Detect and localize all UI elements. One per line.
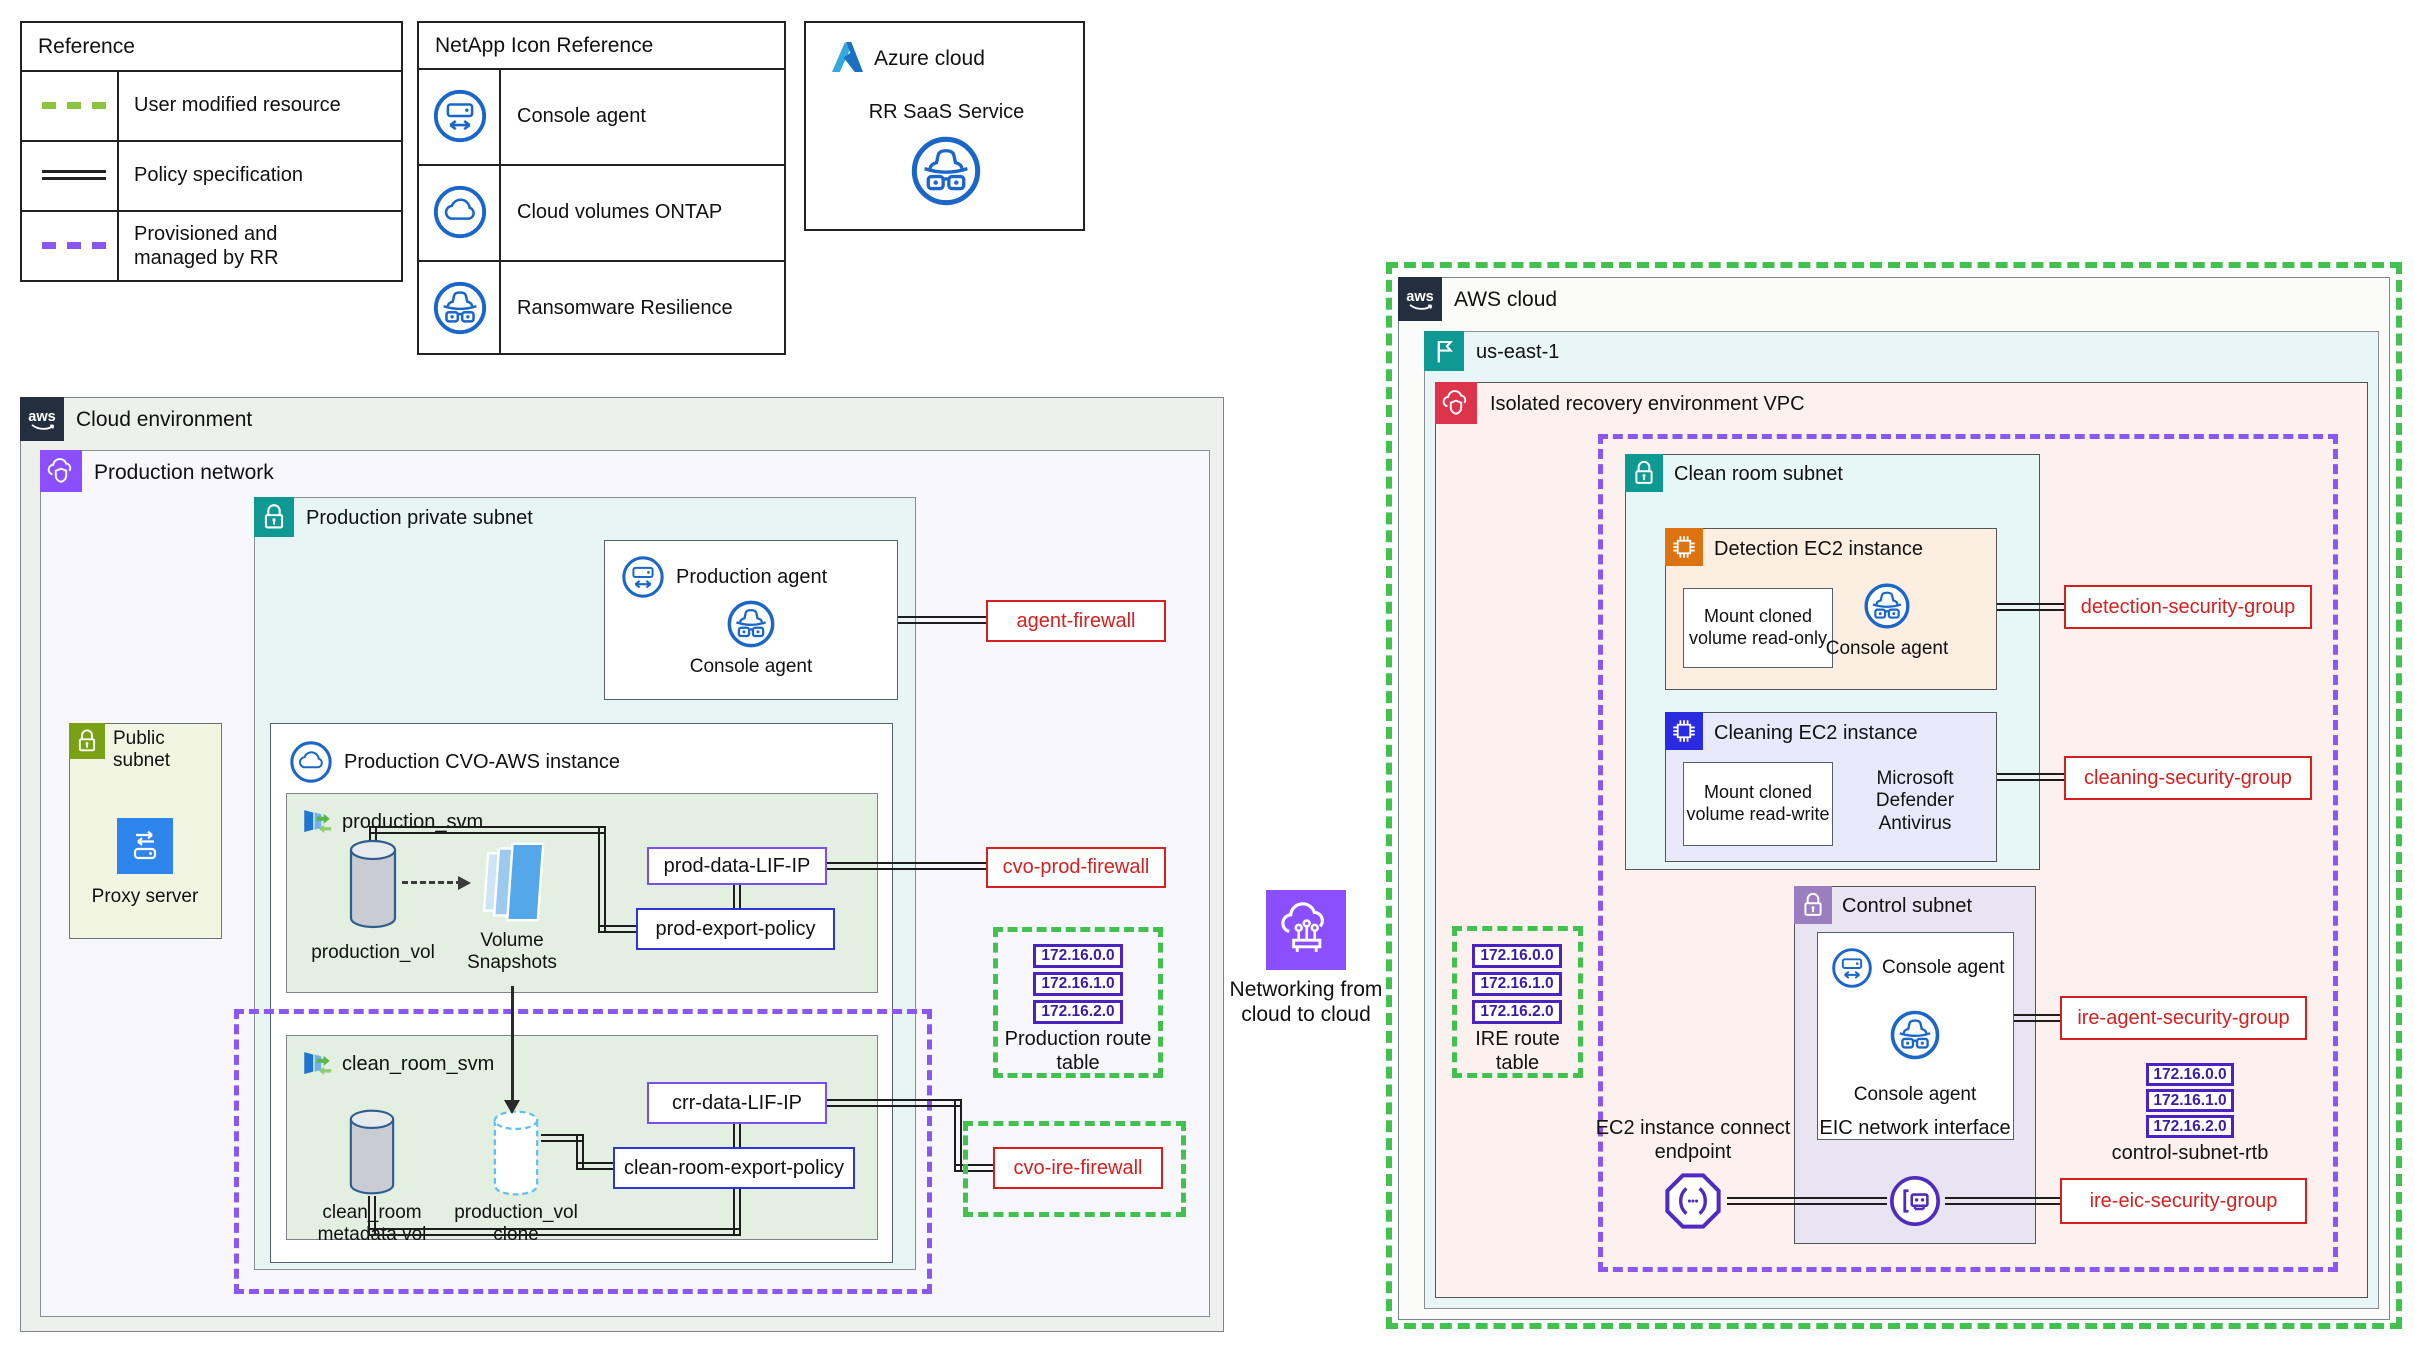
route-ip-chip: 172.16.2.0 [1472,1000,1562,1024]
reference-legend [20,21,403,282]
ransomware-resilience-icon [725,598,777,650]
cloud-environment-title: Cloud environment [76,408,253,431]
rr-managed-dash-sample [42,242,106,249]
defender-antivirus-label: Microsoft Defender Antivirus [1875,768,1955,834]
production-private-subnet-title: Production private subnet [306,507,533,529]
rr-saas-service-label: RR SaaS Service [868,101,1025,123]
clean-room-lock-icon [1625,454,1663,492]
connector-agent-firewall [898,616,986,624]
crr-data-lif-ip-box: crr-data-LIF-IP [647,1082,827,1124]
console-agent-icon [1830,946,1874,990]
production-route-table-label: Production route table [1004,1028,1152,1074]
ec2-connect-endpoint-label: EC2 instance connect endpoint [1595,1117,1791,1163]
console-agent-icon [431,87,489,145]
mount-cloned-readwrite-box: Mount cloned volume read-write [1683,762,1833,846]
ransomware-resilience-icon [908,133,984,209]
detection-security-group-box: detection-security-group [2064,585,2312,629]
console-agent-title: Console agent [1882,957,2005,978]
production-svm-title: production_svm [342,811,484,833]
eic-network-interface-label: EIC network interface [1819,1117,2011,1139]
route-ip-chip: 172.16.1.0 [1472,972,1562,996]
clean-room-export-policy-box: clean-room-export-policy [613,1147,855,1189]
public-subnet-lock-icon [69,723,105,759]
public-subnet-title: Public subnet [113,728,171,772]
svm-icon [300,1046,334,1080]
snapshot-to-clone-line [511,986,514,1102]
control-subnet-rtb-label: control-subnet-rtb [2111,1142,2269,1164]
detection-ec2-title: Detection EC2 instance [1714,538,1924,560]
ire-route-table-label: IRE route table [1475,1028,1560,1074]
clean-room-metadata-vol-label: clean_room metadata vol [317,1202,427,1246]
cloud-volumes-ontap-icon [431,183,489,241]
ire-vpc-title: Isolated recovery environment VPC [1490,393,1805,415]
console-agent-label: Console agent [1853,1084,1977,1105]
region-title: us-east-1 [1476,341,1560,363]
production-network-icon [40,450,82,492]
netapp-legend-title: NetApp Icon Reference [435,34,654,57]
legend-row-label: Provisioned and managed by RR [134,223,279,269]
legend-row-label: User modified resource [134,94,341,116]
prod-data-lif-ip-box: prod-data-LIF-IP [647,847,827,885]
production-vol-clone-icon [491,1108,541,1198]
production-cvo-title: Production CVO-AWS instance [344,751,621,773]
cleaning-ec2-chip-icon [1665,712,1703,750]
production-vol-icon [347,838,399,930]
route-ip-chip: 172.16.1.0 [1033,972,1123,996]
azure-logo-icon [824,37,864,77]
eic-network-interface-icon [1887,1173,1943,1229]
reference-legend-title: Reference [38,35,135,58]
cvo-prod-firewall-box: cvo-prod-firewall [986,847,1166,888]
ransomware-resilience-icon [1862,581,1912,631]
azure-cloud-title: Azure cloud [874,47,985,70]
route-ip-chip: 172.16.0.0 [1472,944,1562,968]
console-agent-icon [620,554,666,600]
aws-cloud-title: AWS cloud [1454,288,1558,311]
prod-export-policy-box: prod-export-policy [636,908,835,950]
legend-row-label: Ransomware Resilience [517,297,733,319]
route-ip-chip: 172.16.2.0 [2146,1115,2234,1138]
volume-snapshots-icon [470,837,556,927]
connector-cvo-prod-firewall [827,862,986,870]
proxy-server-label: Proxy server [91,886,199,907]
legend-row-label: Cloud volumes ONTAP [517,201,723,223]
ransomware-resilience-icon [1888,1008,1942,1062]
cleaning-security-group-box: cleaning-security-group [2064,756,2312,800]
vpc-icon [1435,382,1477,424]
ransomware-resilience-icon [431,279,489,337]
route-ip-chip: 172.16.1.0 [2146,1089,2234,1112]
svm-icon [300,804,334,838]
policy-line-sample [42,170,106,180]
detection-ec2-chip-icon [1665,528,1703,566]
azure-cloud-box [804,21,1085,231]
production-vol-clone-label: production_vol clone [454,1202,578,1246]
cloud-networking-icon [1266,890,1346,970]
cloud-networking-label: Networking from cloud to cloud [1229,978,1383,1026]
console-agent-label: Console agent [1825,638,1949,659]
control-subnet-title: Control subnet [1842,895,1973,917]
ire-agent-security-group-box: ire-agent-security-group [2060,996,2307,1040]
legend-row-label: Policy specification [134,164,303,186]
region-flag-icon [1424,331,1464,371]
aws-logo-icon [20,397,64,441]
control-subnet-lock-icon [1794,886,1832,924]
private-subnet-lock-icon [254,497,294,537]
aws-logo-icon [1398,277,1442,321]
snapshot-dashed-arrow [402,881,462,884]
clean-room-svm-title: clean_room_svm [342,1053,495,1075]
production-agent-title: Production agent [676,566,828,588]
route-ip-chip: 172.16.0.0 [2146,1063,2234,1086]
console-agent-label: Console agent [689,656,813,677]
clean-room-subnet-title: Clean room subnet [1674,463,1843,485]
volume-snapshots-label: Volume Snapshots [467,930,557,974]
legend-row-label: Console agent [517,105,646,127]
mount-cloned-readonly-box: Mount cloned volume read-only [1683,588,1833,668]
cloud-volumes-ontap-icon [288,739,334,785]
user-modified-dash-sample [42,102,106,109]
cvo-ire-firewall-box: cvo-ire-firewall [993,1147,1163,1189]
ec2-connect-endpoint-icon [1662,1170,1724,1232]
snapshot-to-clone-arrowhead [504,1100,520,1114]
route-ip-chip: 172.16.0.0 [1033,944,1123,968]
agent-firewall-box: agent-firewall [986,600,1166,642]
snapshot-dashed-arrowhead [458,876,471,890]
proxy-server-icon [117,818,173,874]
production-network-title: Production network [94,461,274,484]
ire-eic-security-group-box: ire-eic-security-group [2060,1178,2307,1224]
production-vol-label: production_vol [311,942,435,963]
clean-room-metadata-vol-icon [347,1107,397,1197]
netapp-icon-legend [417,21,786,355]
route-ip-chip: 172.16.2.0 [1033,1000,1123,1024]
cleaning-ec2-title: Cleaning EC2 instance [1714,722,1918,744]
